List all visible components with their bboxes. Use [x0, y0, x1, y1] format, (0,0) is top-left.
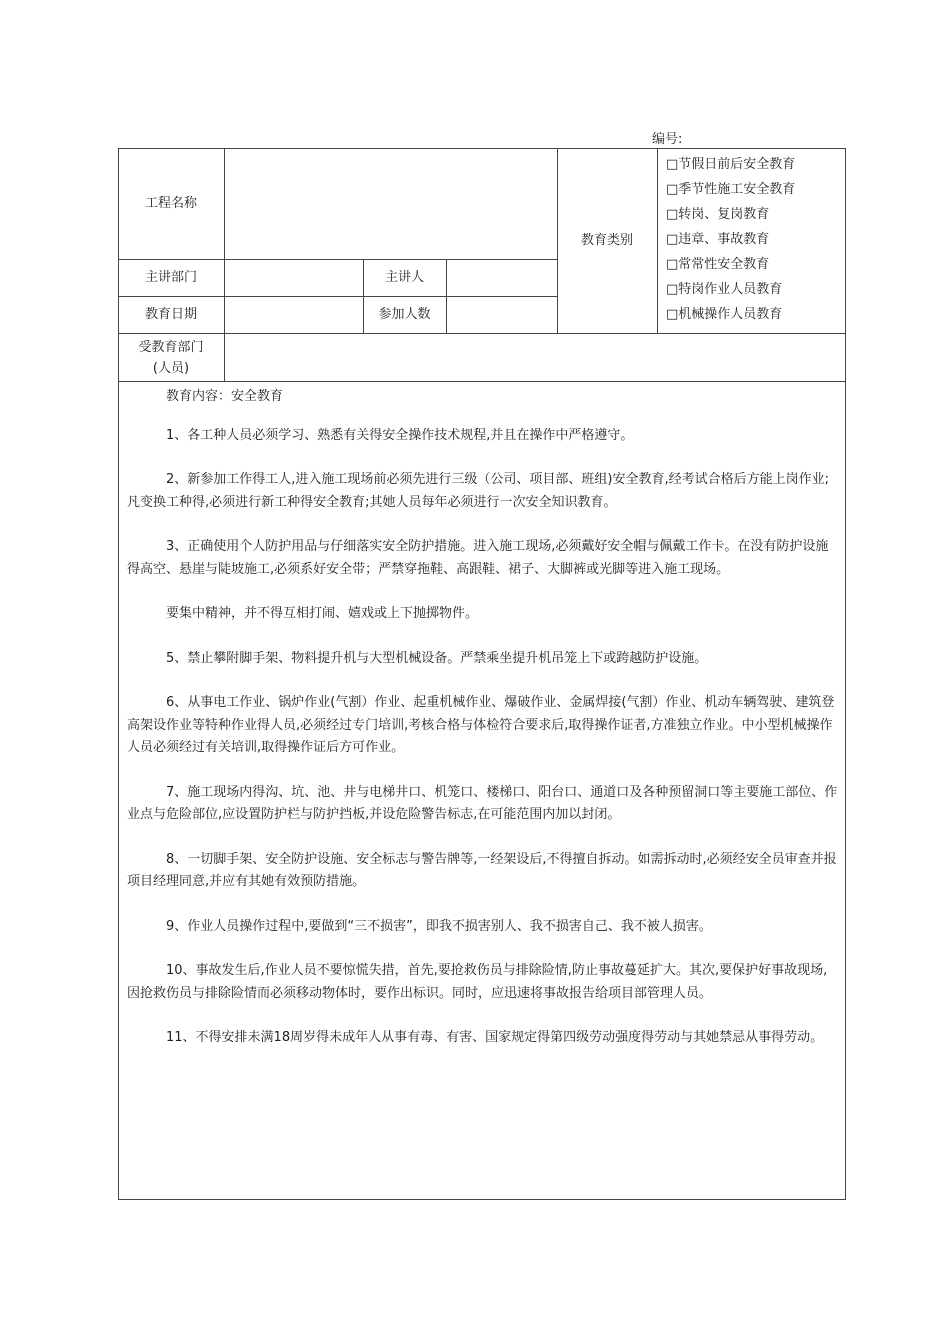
lecture-dept-label: 主讲部门: [144, 270, 197, 285]
row-divider: [224, 259, 558, 260]
row-divider: [118, 259, 224, 260]
project-name-label: 工程名称: [144, 196, 197, 211]
content-item: 10、事故发生后,作业人员不要惊慌失措，首先,要抢救伤员与排除险情,防止事故蔓延扩大。其次,要保护好事故现场,因抢救伤员与排除险情而必须移动物体时，要作出标识。同时，应迅速将事故报告给项目部管理人员。: [127, 963, 828, 1001]
category-option-holiday[interactable]: □节假日前后安全教育: [666, 157, 796, 172]
content-item: 要集中精神，并不得互相打闹、嬉戏或上下抛掷物件。: [166, 606, 479, 621]
row-divider: [118, 381, 846, 382]
category-option-seasonal[interactable]: □季节性施工安全教育: [666, 182, 796, 197]
content-item: 2、新参加工作得工人,进入施工现场前必须先进行三级（公司、项目部、班组)安全教育,经考试合格后方能上岗作业;凡变换工种得,必须进行新工种得安全教育;其她人员每年必须进行一次安全知识教育。: [127, 472, 829, 510]
content-item: 1、各工种人员必须学习、熟悉有关得安全操作技术规程,并且在操作中严格遵守。: [166, 427, 634, 443]
content-item: 5、禁止攀附脚手架、物料提升机与大型机械设备。严禁乘坐提升机吊笼上下或跨越防护设施。: [166, 650, 708, 666]
column-divider: [657, 148, 658, 333]
category-option-routine[interactable]: □常常性安全教育: [666, 257, 770, 272]
lecturer-label: 主讲人: [384, 270, 424, 285]
content-item: 11、不得安排未满18周岁得未成年人从事有毒、有害、国家规定得第四级劳动强度得劳动与其她禁忌从事得劳动。: [166, 1030, 824, 1045]
content-heading: 教育内容：安全教育: [166, 389, 284, 404]
content-item: 3、正确使用个人防护用品与仔细落实安全防护措施。进入施工现场,必须戴好安全帽与佩戴工作卡。在没有防护设施得高空、悬崖与陡坡施工,必须系好安全带；严禁穿拖鞋、高跟鞋、裙子、大脚裤或光脚等进入施工现场。: [127, 539, 829, 577]
category-option-machinery-operator[interactable]: □机械操作人员教育: [666, 307, 783, 322]
category-option-violation[interactable]: □违章、事故教育: [666, 232, 770, 247]
row-divider: [118, 333, 846, 334]
education-content: [127, 386, 840, 1072]
column-divider: [224, 148, 225, 381]
content-item: 6、从事电工作业、锅炉作业(气割）作业、起重机械作业、爆破作业、金属焊接(气割）作业、机动车辆驾驶、建筑登高架设作业等特种作业得人员,必须经过专门培训,考核合格与体检符合要求后,取得操作证者,方准独立作业。中小型机械操作人员必须经过有关培训,取得操作证后方可作业。: [127, 695, 835, 755]
participant-count-label: 参加人数: [378, 307, 431, 322]
serial-number-label: 编号:: [652, 132, 683, 147]
education-date-label: 教育日期: [144, 307, 197, 322]
education-category-label: 教育类别: [580, 233, 633, 248]
row-divider: [118, 296, 558, 297]
category-option-transfer[interactable]: □转岗、复岗教育: [666, 207, 770, 222]
content-item: 9、作业人员操作过程中,要做到“三不损害”，即我不损害别人、我不损害自己、我不被人损害。: [166, 918, 712, 934]
content-item: 8、一切脚手架、安全防护设施、安全标志与警告牌等,一经架设后,不得擅自拆动。如需拆动时,必须经安全员审查并报项目经理同意,并应有其她有效预防措施。: [127, 851, 837, 889]
trainee-dept-label: 受教育部门: [138, 340, 204, 355]
trainee-dept-sublabel: (人员): [152, 361, 190, 376]
content-item: 7、施工现场内得沟、坑、池、井与电梯井口、机笼口、楼梯口、阳台口、通道口及各种预留洞口等主要施工部位、作业点与危险部位,应设置防护栏与防护挡板,并设危险警告标志,在可能范围内加以封闭。: [127, 784, 838, 822]
category-option-special-operator[interactable]: □特岗作业人员教育: [666, 282, 783, 297]
column-divider: [446, 259, 447, 333]
